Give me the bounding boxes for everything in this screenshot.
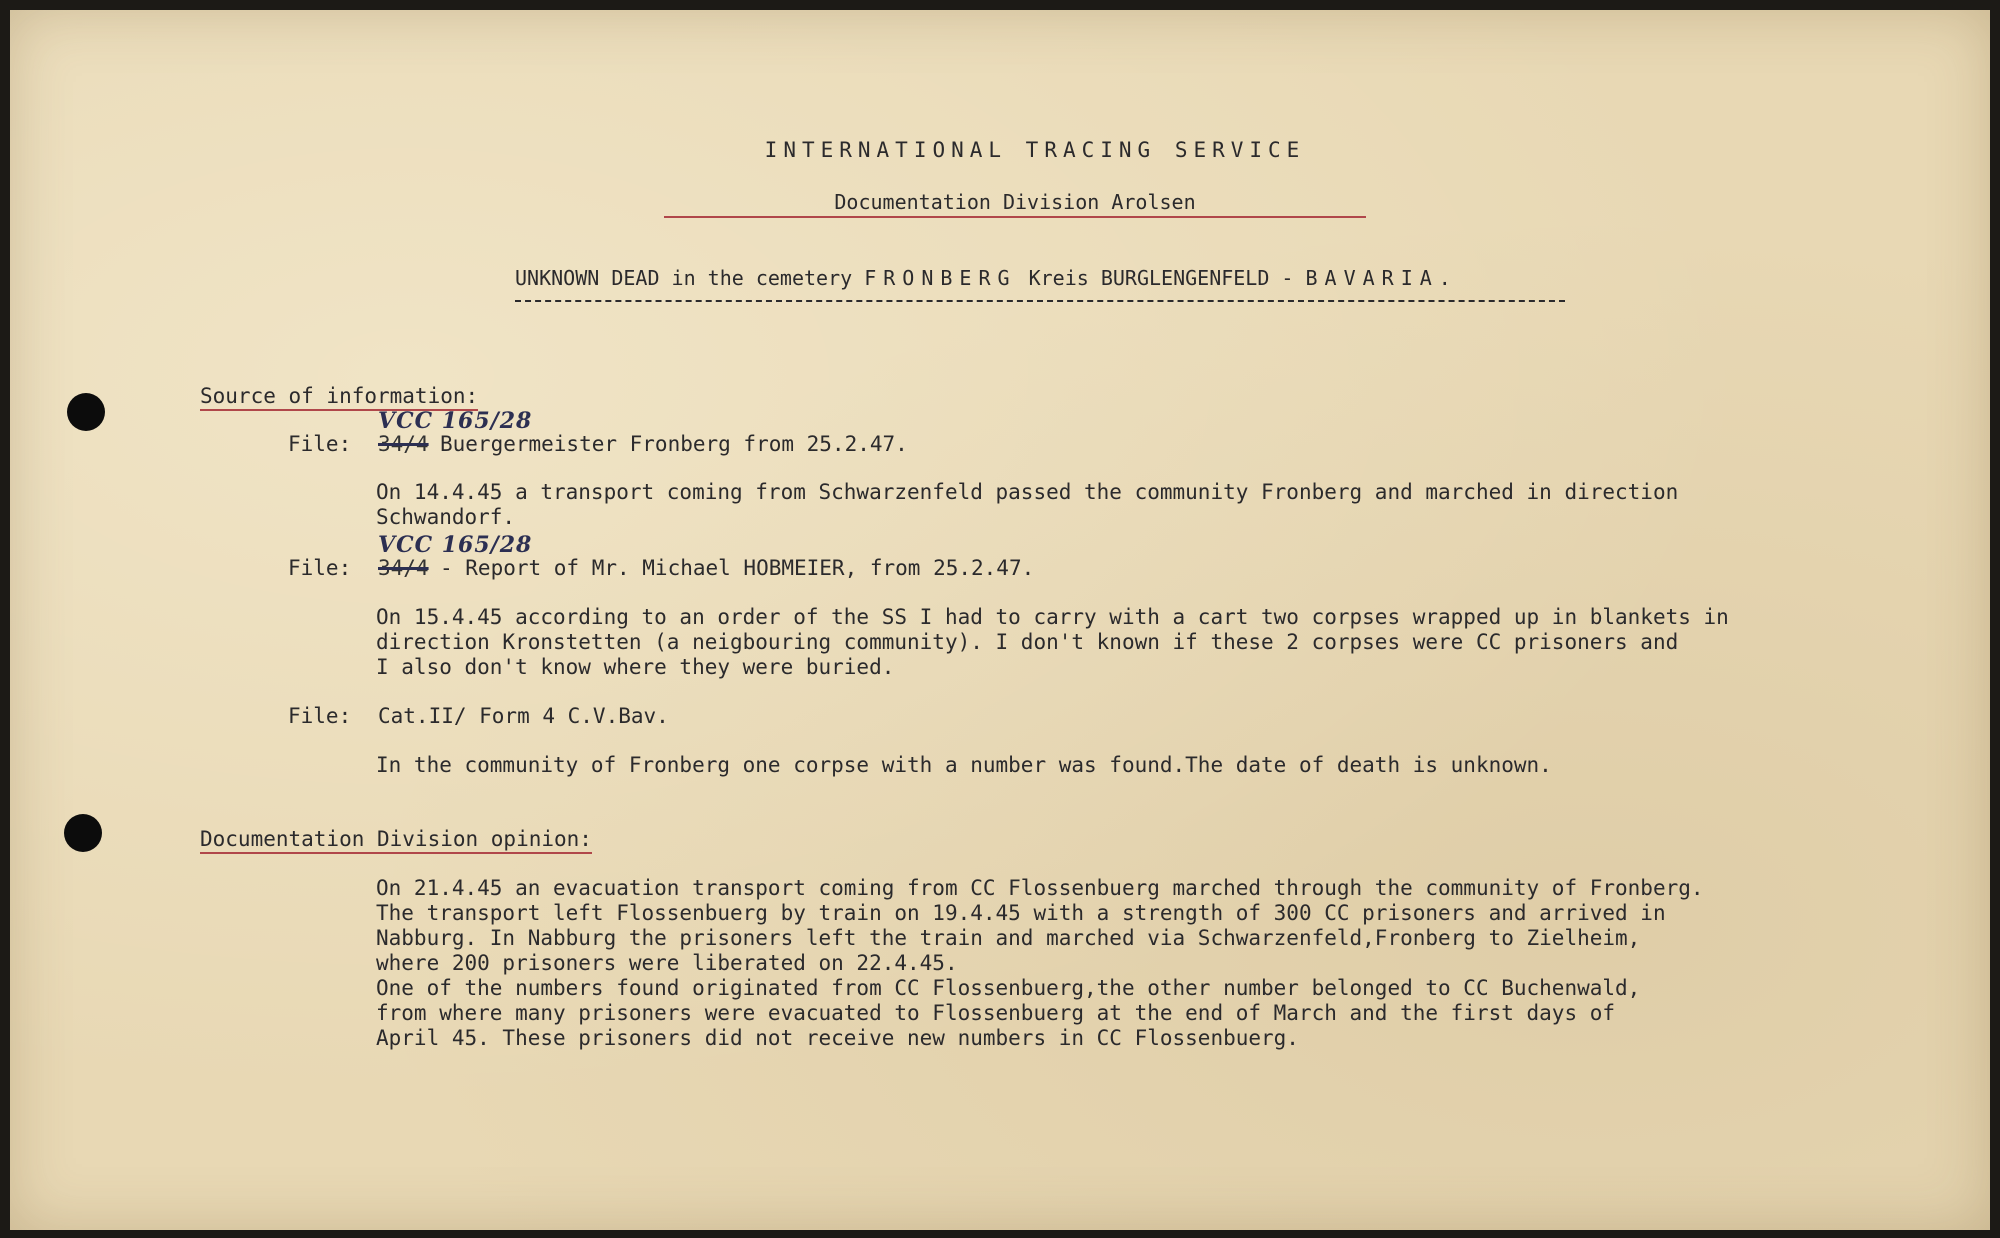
entry-2-line-3: I also don't know where they were buried. — [376, 655, 895, 679]
division-subtitle: Documentation Division Arolsen — [664, 190, 1366, 218]
handwritten-file-ref-2: VCC 165/28 — [378, 532, 533, 558]
source-heading: Source of information: — [200, 384, 478, 411]
punch-hole-bottom — [64, 814, 102, 852]
file-reference-2: - Report of Mr. Michael HOBMEIER, from 25.2.47. — [440, 556, 1035, 580]
punch-hole-top — [67, 393, 105, 431]
title-place: FRONBERG — [864, 266, 1017, 290]
title-dashed-rule — [515, 300, 1565, 302]
entry-2-line-1: On 15.4.45 according to an order of the SS I had to carry with a cart two corpses wrapped up in blankets in — [376, 605, 1729, 629]
file-label-2: File: — [288, 556, 352, 580]
struck-file-ref-2: 34/4 — [378, 556, 429, 580]
opinion-line-7: April 45. These prisoners did not receive new numbers in CC Flossenbuerg. — [376, 1026, 1299, 1050]
entry-3-line-1: In the community of Fronberg one corpse with a number was found.The date of death is unknown. — [376, 753, 1552, 777]
opinion-line-3: Nabburg. In Nabburg the prisoners left the train and marched via Schwarzenfeld,Fronberg to Zielheim, — [376, 926, 1641, 950]
entry-1-line-1: On 14.4.45 a transport coming from Schwarzenfeld passed the community Fronberg and marched in direction — [376, 480, 1679, 504]
opinion-line-4: where 200 prisoners were liberated on 22.4.45. — [376, 951, 958, 975]
opinion-line-6: from where many prisoners were evacuated to Flossenbuerg at the end of March and the first days of — [376, 1001, 1616, 1025]
title-part-2: Kreis BURGLENGENFELD - — [1016, 266, 1306, 290]
document-title — [515, 266, 1458, 290]
opinion-line-1: On 21.4.45 an evacuation transport coming from CC Flossenbuerg marched through the community of Fronberg. — [376, 876, 1704, 900]
handwritten-file-ref-1: VCC 165/28 — [378, 408, 533, 434]
opinion-heading: Documentation Division opinion: — [200, 827, 592, 854]
file-label-1: File: — [288, 432, 352, 456]
document-card — [10, 10, 1990, 1230]
title-part-1: UNKNOWN DEAD in the cemetery — [515, 266, 865, 290]
organization-title: INTERNATIONAL TRACING SERVICE — [764, 138, 1306, 162]
entry-2-line-2: direction Kronstetten (a neigbouring community). I don't known if these 2 corpses were CC prisoners and — [376, 630, 1679, 654]
file-reference-3: Cat.II/ Form 4 C.V.Bav. — [378, 704, 669, 728]
entry-1-line-2: Schwandorf. — [376, 505, 516, 529]
file-label-3: File: — [288, 704, 352, 728]
opinion-line-2: The transport left Flossenbuerg by train on 19.4.45 with a strength of 300 CC prisoners and arrived in — [376, 901, 1666, 925]
file-reference-1: Buergermeister Fronberg from 25.2.47. — [440, 432, 908, 456]
opinion-line-5: One of the numbers found originated from CC Flossenbuerg,the other number belonged to CC Buchenwald, — [376, 976, 1641, 1000]
struck-file-ref-1: 34/4 — [378, 432, 429, 456]
title-region: BAVARIA. — [1305, 266, 1458, 290]
